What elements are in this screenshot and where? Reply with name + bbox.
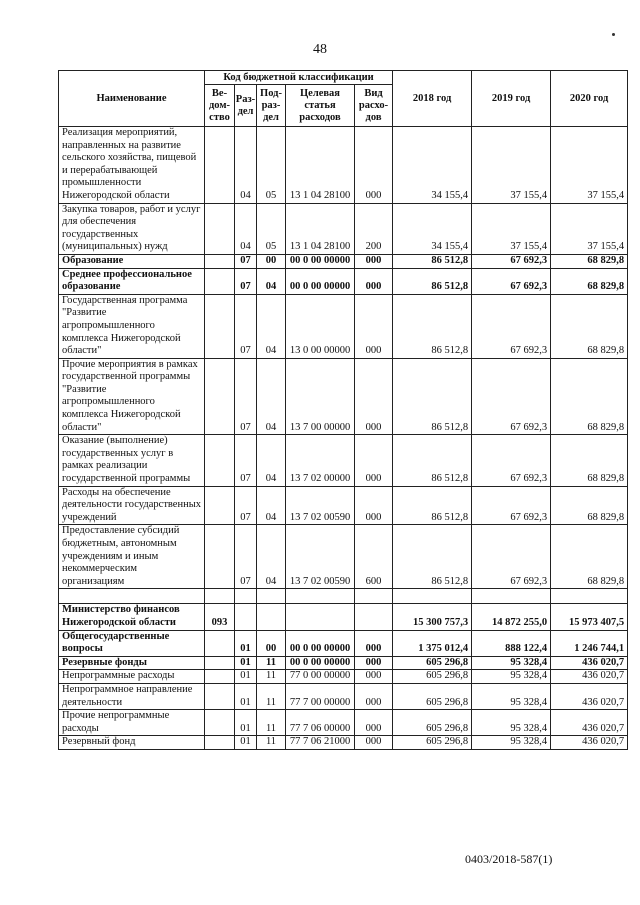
table-row [59,630,628,656]
row-podrazdel: 04 [257,358,286,435]
row-expense-type: 000 [355,710,393,736]
row-amount-2019: 95 328,4 [472,710,551,736]
table-row [59,710,628,736]
row-vedomstvo [205,589,235,604]
row-amount-2019: 67 692,3 [472,435,551,486]
row-amount-2019: 95 328,4 [472,736,551,750]
row-podrazdel: 04 [257,268,286,294]
row-target-article: 00 0 00 00000 [286,254,355,268]
row-razdel: 01 [235,656,257,670]
row-podrazdel: 04 [257,525,286,589]
row-podrazdel: 04 [257,486,286,525]
row-razdel: 07 [235,486,257,525]
table-row [59,435,628,486]
table-row [59,683,628,709]
row-razdel: 04 [235,203,257,254]
page-number: 48 [313,42,327,57]
row-name: Оказание (выполнение) государственных услуг в рамках реализации государственной программы [59,435,205,486]
row-expense-type: 000 [355,670,393,684]
row-expense-type: 000 [355,486,393,525]
table-row [59,604,628,630]
row-amount-2018: 1 375 012,4 [393,630,472,656]
row-amount-2019: 67 692,3 [472,525,551,589]
row-name: Прочие непрограммные расходы [59,710,205,736]
row-amount-2019: 37 155,4 [472,203,551,254]
row-vedomstvo [205,203,235,254]
row-amount-2020: 68 829,8 [551,254,628,268]
table-row [59,589,628,604]
row-razdel: 01 [235,710,257,736]
row-name: Предоставление субсидий бюджетным, автономным учреждениям и иным некоммерческим организациям [59,525,205,589]
row-amount-2020: 68 829,8 [551,486,628,525]
header-name: Наименование [59,71,205,127]
table-row [59,127,628,204]
row-amount-2019: 67 692,3 [472,268,551,294]
row-vedomstvo [205,435,235,486]
row-podrazdel [257,604,286,630]
row-expense-type: 000 [355,127,393,204]
row-amount-2020: 436 020,7 [551,683,628,709]
row-amount-2020 [551,589,628,604]
header-2018: 2018 год [393,71,472,127]
row-podrazdel: 05 [257,127,286,204]
row-amount-2020: 1 246 744,1 [551,630,628,656]
row-amount-2020: 37 155,4 [551,127,628,204]
row-amount-2018: 86 512,8 [393,486,472,525]
header-2019: 2019 год [472,71,551,127]
row-expense-type [355,604,393,630]
row-vedomstvo [205,486,235,525]
row-amount-2018: 34 155,4 [393,203,472,254]
row-podrazdel: 11 [257,736,286,750]
row-razdel: 04 [235,127,257,204]
row-expense-type: 000 [355,435,393,486]
row-name: Закупка товаров, работ и услуг для обеспечения государственных (муниципальных) нужд [59,203,205,254]
row-podrazdel: 11 [257,656,286,670]
row-amount-2018: 605 296,8 [393,656,472,670]
row-expense-type: 200 [355,203,393,254]
table-row [59,486,628,525]
row-amount-2019: 95 328,4 [472,670,551,684]
row-expense-type: 000 [355,630,393,656]
row-amount-2019: 95 328,4 [472,683,551,709]
row-vedomstvo [205,525,235,589]
row-expense-type: 000 [355,294,393,358]
row-expense-type: 000 [355,254,393,268]
header-razdel: Раз- дел [235,85,257,127]
table-row [59,525,628,589]
row-target-article: 13 0 00 00000 [286,294,355,358]
row-amount-2020: 68 829,8 [551,268,628,294]
row-amount-2020: 436 020,7 [551,736,628,750]
row-razdel: 07 [235,254,257,268]
row-target-article: 77 7 06 00000 [286,710,355,736]
header-podrazdel: Под- раз- дел [257,85,286,127]
row-razdel: 01 [235,683,257,709]
row-podrazdel: 05 [257,203,286,254]
row-target-article: 13 7 00 00000 [286,358,355,435]
row-target-article: 13 1 04 28100 [286,127,355,204]
row-amount-2018: 15 300 757,3 [393,604,472,630]
row-target-article [286,589,355,604]
row-expense-type [355,589,393,604]
table-row [59,656,628,670]
row-razdel [235,589,257,604]
row-name: Министерство финансов Нижегородской области [59,604,205,630]
row-vedomstvo: 093 [205,604,235,630]
row-vedomstvo [205,670,235,684]
row-podrazdel: 11 [257,683,286,709]
row-name: Непрограммные расходы [59,670,205,684]
row-amount-2020: 68 829,8 [551,525,628,589]
row-target-article: 13 1 04 28100 [286,203,355,254]
row-target-article: 77 0 00 00000 [286,670,355,684]
row-vedomstvo [205,254,235,268]
row-amount-2020: 436 020,7 [551,710,628,736]
row-razdel: 01 [235,670,257,684]
row-amount-2019: 14 872 255,0 [472,604,551,630]
row-amount-2018: 86 512,8 [393,358,472,435]
row-amount-2018: 86 512,8 [393,435,472,486]
row-name: Прочие мероприятия в рамках государственной программы "Развитие агропромышленного комплекса Нижегородской области" [59,358,205,435]
row-target-article: 13 7 02 00590 [286,525,355,589]
row-name: Общегосударственные вопросы [59,630,205,656]
row-amount-2020: 436 020,7 [551,656,628,670]
row-expense-type: 000 [355,736,393,750]
scan-speck [612,33,615,36]
row-amount-2018: 605 296,8 [393,683,472,709]
row-amount-2020: 68 829,8 [551,358,628,435]
row-amount-2018: 34 155,4 [393,127,472,204]
row-razdel [235,604,257,630]
row-podrazdel: 04 [257,435,286,486]
row-vedomstvo [205,656,235,670]
row-name [59,589,205,604]
table-row [59,358,628,435]
row-podrazdel: 11 [257,670,286,684]
row-amount-2020: 37 155,4 [551,203,628,254]
row-amount-2019 [472,589,551,604]
row-expense-type: 000 [355,656,393,670]
header-expense-type: Вид расхо- дов [355,85,393,127]
row-expense-type: 000 [355,268,393,294]
row-target-article [286,604,355,630]
row-razdel: 07 [235,525,257,589]
row-amount-2019: 67 692,3 [472,358,551,435]
row-amount-2018: 605 296,8 [393,670,472,684]
table-row [59,670,628,684]
row-target-article: 00 0 00 00000 [286,268,355,294]
header-2020: 2020 год [551,71,628,127]
row-name: Расходы на обеспечение деятельности государственных учреждений [59,486,205,525]
row-razdel: 01 [235,736,257,750]
row-vedomstvo [205,630,235,656]
table-row [59,736,628,750]
row-podrazdel: 00 [257,630,286,656]
row-podrazdel [257,589,286,604]
row-vedomstvo [205,294,235,358]
row-name: Государственная программа "Развитие агропромышленного комплекса Нижегородской области" [59,294,205,358]
row-amount-2018: 605 296,8 [393,736,472,750]
table-row [59,203,628,254]
row-name: Резервные фонды [59,656,205,670]
table-row [59,268,628,294]
row-expense-type: 000 [355,683,393,709]
table-row [59,294,628,358]
row-amount-2019: 67 692,3 [472,294,551,358]
row-amount-2018 [393,589,472,604]
row-amount-2019: 37 155,4 [472,127,551,204]
table-row [59,254,628,268]
row-target-article: 13 7 02 00000 [286,435,355,486]
row-razdel: 01 [235,630,257,656]
row-vedomstvo [205,127,235,204]
row-target-article: 77 7 00 00000 [286,683,355,709]
row-podrazdel: 00 [257,254,286,268]
row-expense-type: 600 [355,525,393,589]
row-razdel: 07 [235,268,257,294]
budget-table [58,70,628,750]
row-expense-type: 000 [355,358,393,435]
row-amount-2020: 436 020,7 [551,670,628,684]
row-amount-2018: 86 512,8 [393,254,472,268]
row-target-article: 77 7 06 21000 [286,736,355,750]
row-name: Образование [59,254,205,268]
row-amount-2020: 68 829,8 [551,435,628,486]
row-target-article: 00 0 00 00000 [286,630,355,656]
row-podrazdel: 11 [257,710,286,736]
row-vedomstvo [205,268,235,294]
row-target-article: 00 0 00 00000 [286,656,355,670]
row-target-article: 13 7 02 00590 [286,486,355,525]
row-vedomstvo [205,710,235,736]
row-amount-2020: 68 829,8 [551,294,628,358]
row-amount-2019: 67 692,3 [472,254,551,268]
row-razdel: 07 [235,435,257,486]
row-vedomstvo [205,358,235,435]
row-vedomstvo [205,683,235,709]
row-amount-2019: 67 692,3 [472,486,551,525]
row-name: Резервный фонд [59,736,205,750]
row-amount-2019: 888 122,4 [472,630,551,656]
row-vedomstvo [205,736,235,750]
row-name: Непрограммное направление деятельности [59,683,205,709]
row-podrazdel: 04 [257,294,286,358]
header-target-article: Целевая статья расходов [286,85,355,127]
document-code: 0403/2018-587(1) [465,852,553,866]
row-amount-2018: 605 296,8 [393,710,472,736]
row-razdel: 07 [235,358,257,435]
row-amount-2020: 15 973 407,5 [551,604,628,630]
row-amount-2018: 86 512,8 [393,525,472,589]
header-classification-group: Код бюджетной классификации [205,71,393,85]
row-amount-2019: 95 328,4 [472,656,551,670]
header-vedomstvo: Ве- дом- ство [205,85,235,127]
row-razdel: 07 [235,294,257,358]
row-amount-2018: 86 512,8 [393,294,472,358]
row-name: Реализация мероприятий, направленных на развитие сельского хозяйства, пищевой и перерабатывающей промышленности Нижегородской области [59,127,205,204]
row-name: Среднее профессиональное образование [59,268,205,294]
row-amount-2018: 86 512,8 [393,268,472,294]
